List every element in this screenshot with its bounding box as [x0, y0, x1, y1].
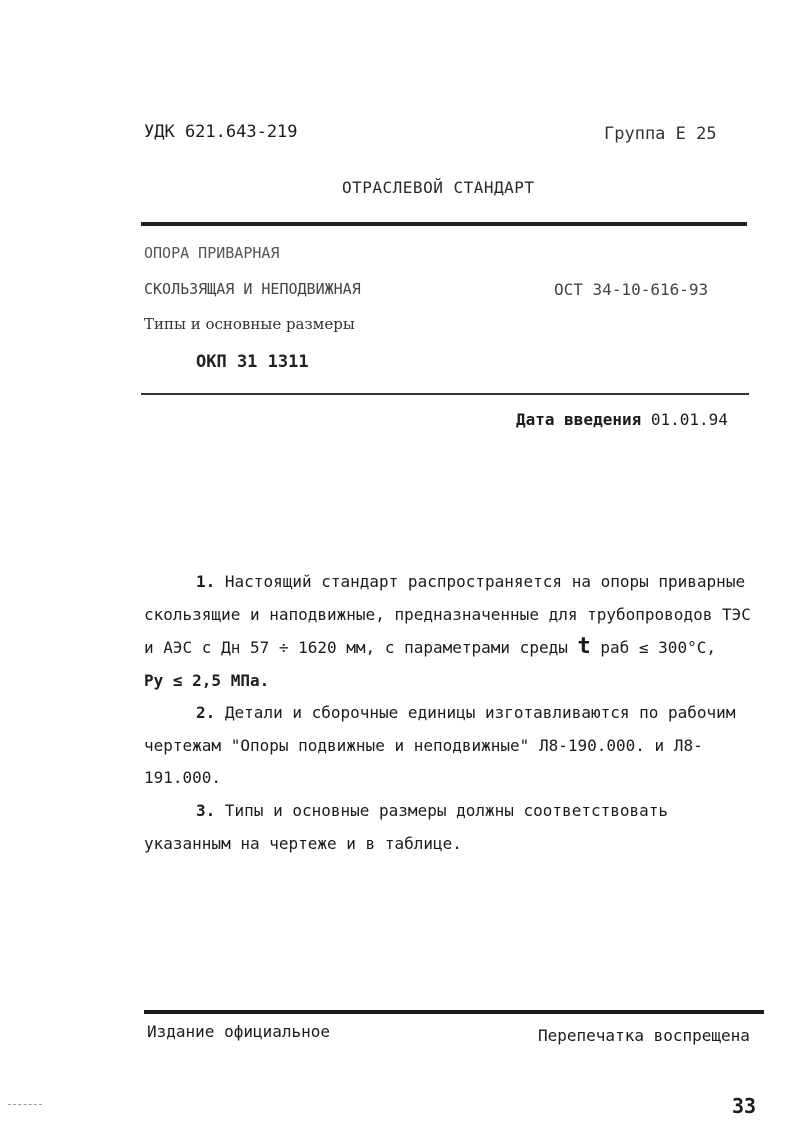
top-divider [141, 222, 747, 226]
intro-date-label: Дата введения [516, 410, 642, 429]
intro-date [516, 410, 728, 429]
title-line-2: СКОЛЬЗЯЩАЯ И НЕПОДВИЖНАЯ [144, 280, 361, 298]
official-edition-note: Издание официальное [147, 1022, 331, 1041]
clause-1 [144, 566, 764, 697]
udk-code: УДК 621.643-219 [144, 122, 298, 142]
clause-3 [144, 795, 764, 860]
group-code: Группа Е 25 [604, 124, 717, 144]
clause-1-number: 1. [196, 572, 216, 591]
clause-1-symbol-t: t [577, 634, 591, 659]
margin-dashes [8, 1104, 42, 1106]
title-line-1: ОПОРА ПРИВАРНАЯ [144, 244, 280, 262]
clause-2 [144, 697, 764, 795]
clause-3-number: 3. [196, 801, 216, 820]
clause-3-text: Типы и основные размеры должны соответствовать указанным на чертеже и в таблице. [144, 801, 669, 853]
clause-2-number: 2. [196, 703, 216, 722]
intro-date-value: 01.01.94 [650, 410, 728, 429]
reprint-prohibited-note: Перепечатка воспрещена [538, 1026, 750, 1045]
page-number: 33 [732, 1094, 757, 1118]
clause-1-pressure: Ру ≤ 2,5 МПа. [144, 670, 270, 690]
standard-type-heading: ОТРАСЛЕВОЙ СТАНДАРТ [342, 178, 535, 197]
bottom-divider [144, 1010, 764, 1014]
middle-divider [141, 393, 749, 395]
okp-code: ОКП 31 1311 [196, 352, 309, 372]
clause-2-text: Детали и сборочные единицы изготавливаются по рабочим чертежам "Опоры подвижные и неподвижные" Л8-190.000. и Л8-191.000. [144, 703, 736, 787]
clause-1-temperature: раб ≤ 300°С, [600, 638, 716, 657]
clause-1-text: Настоящий стандарт распространяется на опоры приварные скользящие и наподвижные, предназначенные для трубопроводов ТЭС и АЭС с Дн 57 ÷ 1620 мм, с параметрами среды [144, 572, 751, 657]
title-line-3: Типы и основные размеры [144, 315, 355, 333]
standard-number: ОСТ 34-10-616-93 [554, 280, 709, 299]
